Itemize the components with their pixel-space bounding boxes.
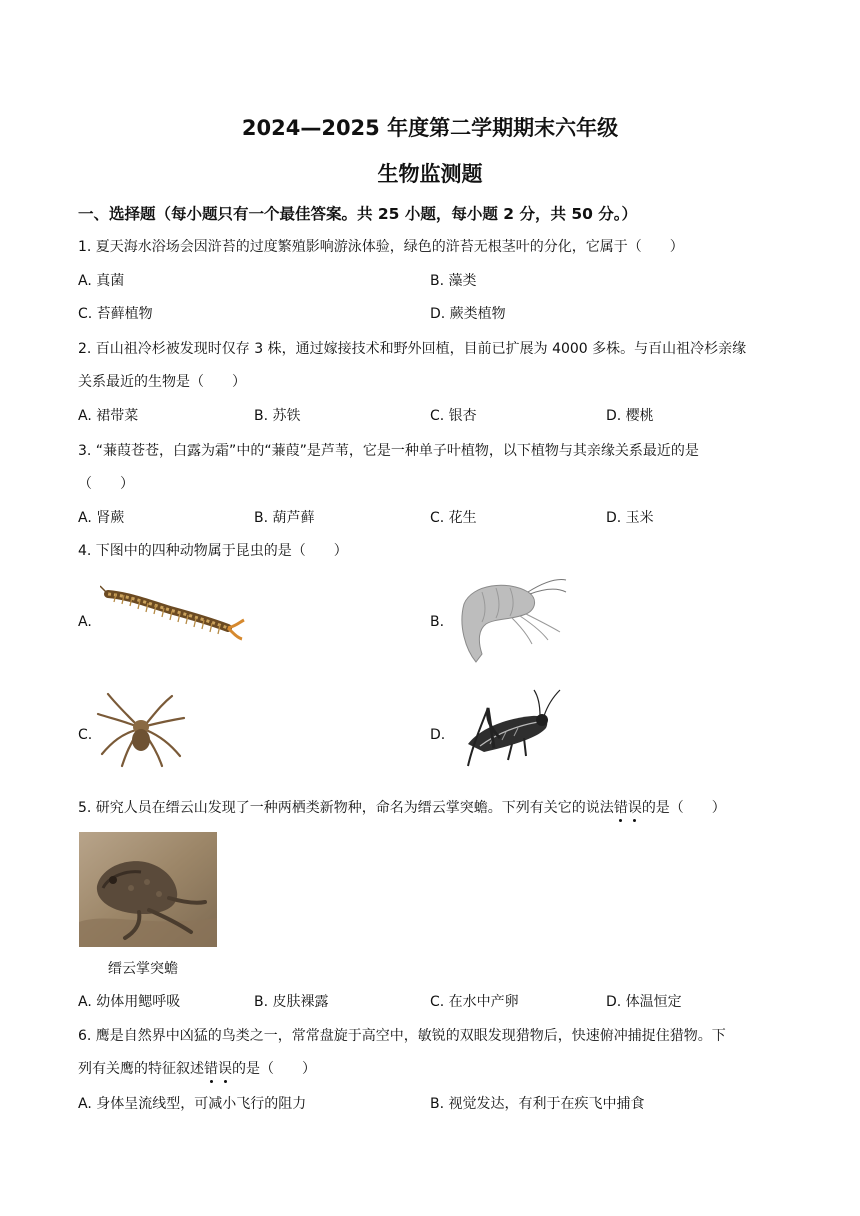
q5-option-c: C. 在水中产卵 (430, 994, 519, 1010)
question-6-emphasis-1: 错 (204, 1058, 218, 1078)
grasshopper-image (460, 688, 566, 774)
shrimp-image (452, 574, 568, 668)
question-5-emphasis-1: 错 (614, 797, 628, 817)
question-5-stem (78, 797, 726, 817)
q1-option-d: D. 蕨类植物 (430, 306, 506, 322)
q6-option-b: B. 视觉发达，有利于在疾飞中捕食 (430, 1096, 645, 1112)
q4-option-c: C. (78, 727, 93, 743)
q6-option-a: A. 身体呈流线型，可减小飞行的阻力 (78, 1096, 307, 1112)
q5-option-a: A. 幼体用鳃呼吸 (78, 994, 181, 1010)
question-6-stem-before: 列有关鹰的特征叙述 (78, 1061, 204, 1077)
question-6-emphasis-2: 误 (218, 1058, 232, 1078)
question-4-stem: 4. 下图中的四种动物属于昆虫的是（ ） (78, 543, 348, 559)
question-3-stem-line2: （ ） (78, 476, 134, 492)
question-6-stem-line2 (78, 1058, 316, 1078)
q4-option-a: A. (78, 614, 92, 630)
question-2-stem-line1: 2. 百山祖冷杉被发现时仅存 3 株，通过嫁接技术和野外回植，目前已扩展为 4000 多株。与百山祖冷杉亲缘 (78, 341, 747, 357)
q2-option-d: D. 樱桃 (606, 408, 654, 424)
q3-option-b: B. 葫芦藓 (254, 510, 315, 526)
q1-option-b: B. 藻类 (430, 273, 477, 289)
q4-option-b: B. (430, 614, 445, 630)
question-6-stem-line1: 6. 鹰是自然界中凶猛的鸟类之一，常常盘旋于高空中，敏锐的双眼发现猎物后，快速俯冲捕捉住猎物。下 (78, 1028, 726, 1044)
q4-option-d: D. (430, 727, 446, 743)
frog-photo (79, 832, 217, 947)
question-6-stem-after: 的是（ ） (232, 1061, 316, 1077)
q2-option-b: B. 苏铁 (254, 408, 301, 424)
frog-caption: 缙云掌突蟾 (108, 961, 178, 977)
q3-option-a: A. 肾蕨 (78, 510, 125, 526)
section-heading: 一、选择题（每小题只有一个最佳答案。共 25 小题，每小题 2 分，共 50 分。） (78, 205, 638, 223)
q2-option-a: A. 裙带菜 (78, 408, 139, 424)
question-1-stem: 1. 夏天海水浴场会因浒苔的过度繁殖影响游泳体验，绿色的浒苔无根茎叶的分化，它属于（ ） (78, 239, 684, 255)
q5-option-b: B. 皮肤裸露 (254, 994, 329, 1010)
q1-option-c: C. 苔藓植物 (78, 306, 153, 322)
question-2-stem-line2: 关系最近的生物是（ ） (78, 374, 246, 390)
centipede-image (100, 582, 246, 642)
exam-title: 2024—2025 年度第二学期期末六年级 (241, 116, 619, 140)
q2-option-c: C. 银杏 (430, 408, 477, 424)
question-5-emphasis-2: 误 (628, 797, 642, 817)
question-3-stem-line1: 3. “蒹葭苍苍，白露为霜”中的“蒹葭”是芦苇，它是一种单子叶植物，以下植物与其亲缘关系最近的是 (78, 443, 699, 459)
q1-option-a: A. 真菌 (78, 273, 125, 289)
question-5-stem-before: 5. 研究人员在缙云山发现了一种两栖类新物种，命名为缙云掌突蟾。下列有关它的说法 (78, 800, 614, 816)
q3-option-d: D. 玉米 (606, 510, 654, 526)
question-5-stem-after: 的是（ ） (641, 800, 726, 816)
q5-option-d: D. 体温恒定 (606, 994, 682, 1010)
q3-option-c: C. 花生 (430, 510, 477, 526)
exam-subtitle: 生物监测题 (377, 162, 483, 186)
spider-image (96, 690, 188, 770)
